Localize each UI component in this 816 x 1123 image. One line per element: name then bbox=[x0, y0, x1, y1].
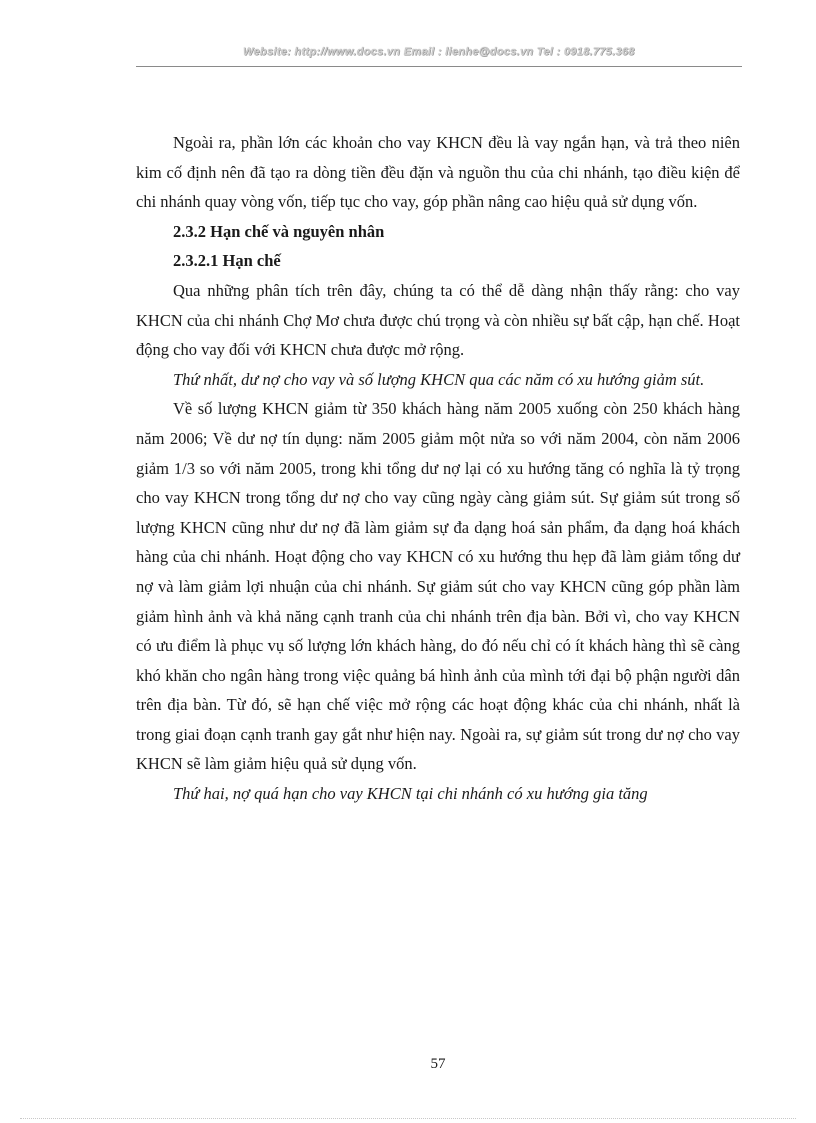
paragraph-first-point: Thứ nhất, dư nợ cho vay và số lượng KHCN qua các năm có xu hướng giảm sút. bbox=[173, 369, 705, 389]
paragraph-details: Về số lượng KHCN giảm từ 350 khách hàng năm 2005 xuống còn 250 khách hàng năm 2006; Về dư nợ tín dụng: năm 2005 giảm một nửa so với năm 2004, còn năm 2006 giảm 1/3 so với năm 2005, trong khi tổng dư nợ lại có xu hướng tăng có nghĩa là tỷ trọng cho vay KHCN trong tổng dư nợ cho vay cũng ngày càng giảm sút. Sự giảm sút trong số lượng KHCN cũng như dư nợ đã làm giảm sự đa dạng hoá sản phẩm, đa dạng hoá khách hàng của chi nhánh. Hoạt động cho vay KHCN có xu hướng thu hẹp đã làm giảm tổng dư nợ và làm giảm lợi nhuận của chi nhánh. Sự giảm sút cho vay KHCN cũng góp phần làm giảm hình ảnh và khả năng cạnh tranh của chi nhánh trên địa bàn. Bởi vì, cho vay KHCN có ưu điểm là phục vụ số lượng lớn khách hàng, do đó nếu chỉ có ít khách hàng thì sẽ càng khó khăn cho ngân hàng trong việc quảng bá hình ảnh của mình tới đại bộ phận người dân trên địa bàn. Từ đó, sẽ hạn chế việc mở rộng các hoạt động khác của chi nhánh, nhất là trong giai đoạn cạnh tranh gay gắt như hiện nay. Ngoài ra, sự giảm sút trong dư nợ cho vay KHCN sẽ làm giảm hiệu quả sử dụng vốn. bbox=[136, 399, 740, 774]
paragraph-analysis: Qua những phân tích trên đây, chúng ta có thể dễ dàng nhận thấy rằng: cho vay KHCN của chi nhánh Chợ Mơ chưa được chú trọng và còn nhiều sự bất cập, hạn chế. Hoạt động cho vay đối với KHCN chưa được mở rộng. bbox=[136, 280, 740, 360]
paragraph-second-point: Thứ hai, nợ quá hạn cho vay KHCN tại chi nhánh có xu hướng gia tăng bbox=[173, 784, 648, 804]
page-number: 57 bbox=[430, 1056, 446, 1072]
page-header: Website: http://www.docs.vn Email : lienhe@docs.vn Tel : 0918.775.368 bbox=[243, 46, 635, 58]
section-heading: 2.3.2 Hạn chế và nguyên nhân bbox=[173, 221, 385, 241]
page-bottom-divider bbox=[20, 1118, 796, 1119]
subsection-heading: 2.3.2.1 Hạn chế bbox=[173, 251, 281, 271]
paragraph-intro: Ngoài ra, phần lớn các khoản cho vay KHCN đều là vay ngắn hạn, và trả theo niên kim cố định nên đã tạo ra dòng tiền đều đặn và nguồn thu của chi nhánh, tạo điều kiện để chi nhánh quay vòng vốn, tiếp tục cho vay, góp phần nâng cao hiệu quả sử dụng vốn. bbox=[136, 133, 740, 212]
header-divider bbox=[136, 66, 742, 67]
document-body bbox=[136, 128, 740, 809]
